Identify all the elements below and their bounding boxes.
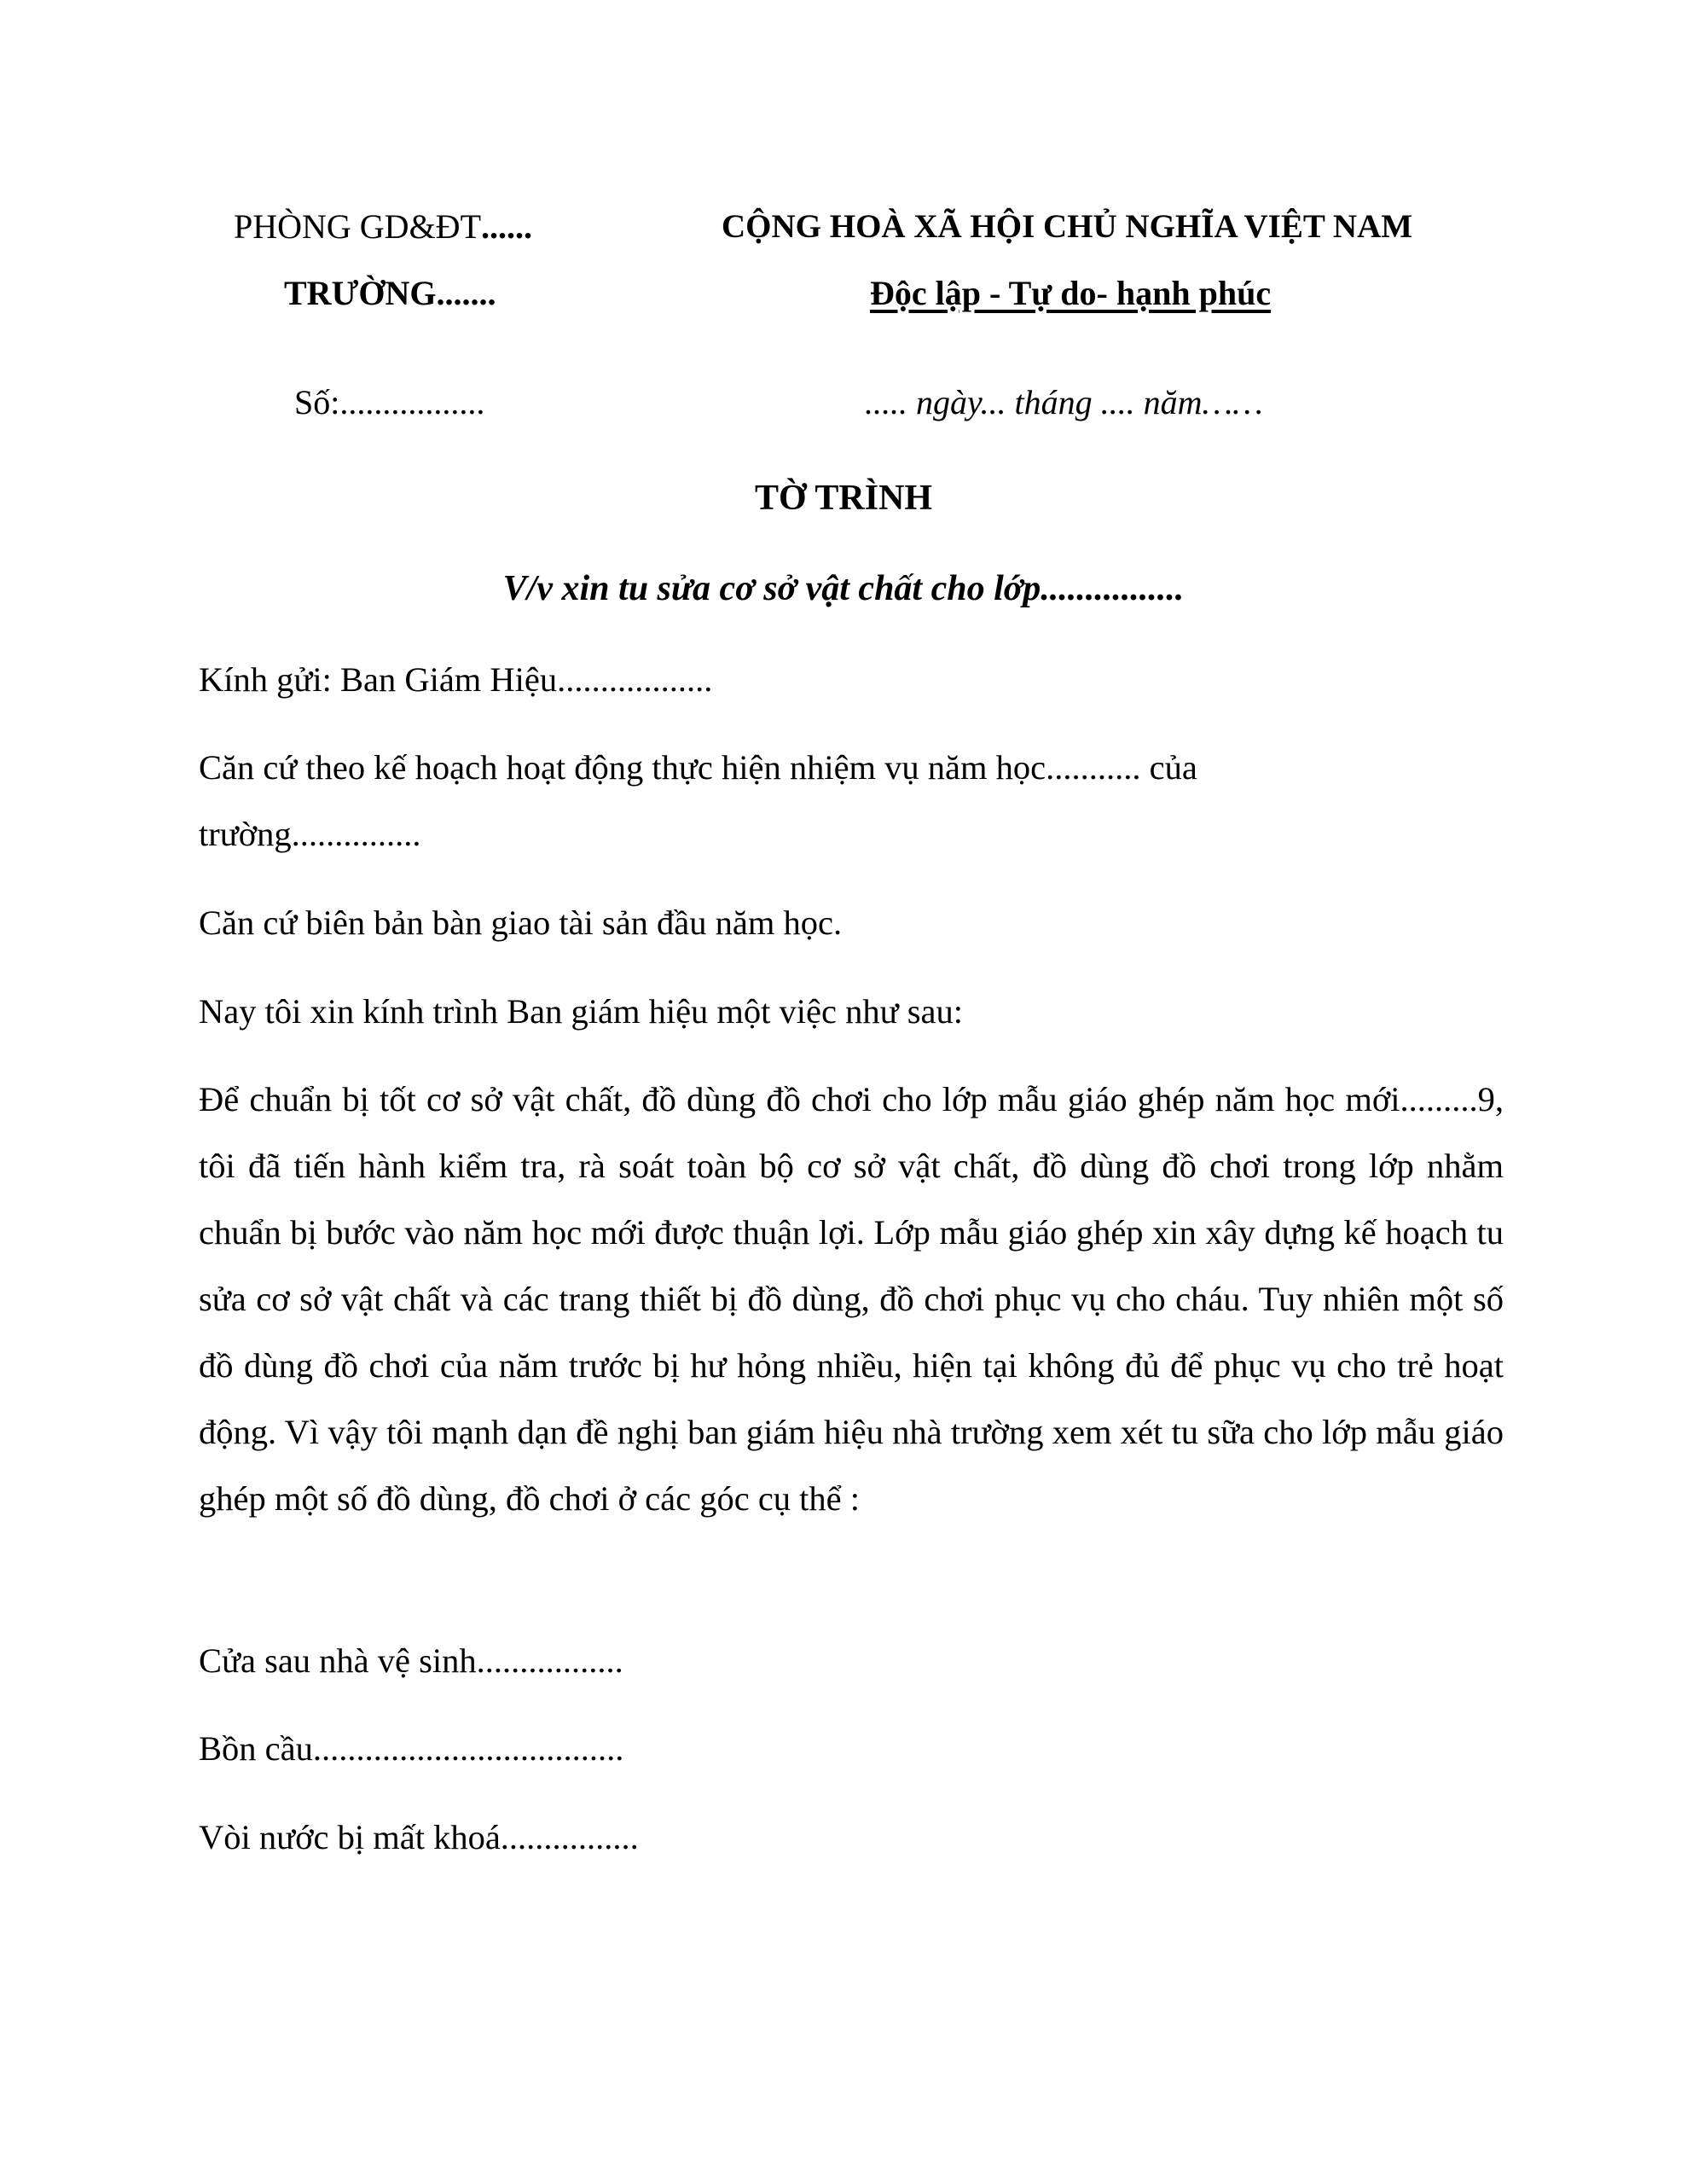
basis-line-1: Căn cứ theo kế hoạch hoạt động thực hiện nhiệm vụ năm học........... của	[199, 748, 1197, 787]
department-dots: ......	[481, 207, 532, 246]
motto-heading: Độc lập - Tự do- hạnh phúc	[870, 274, 1272, 312]
document-title: TỜ TRÌNH	[754, 479, 933, 518]
intro-line: Nay tôi xin kính trình Ban giám hiệu một việc như sau:	[199, 992, 963, 1031]
country-heading: CỘNG HOÀ XÃ HỘI CHỦ NGHĨA VIỆT NAM	[722, 208, 1413, 245]
department-heading	[234, 205, 532, 249]
date-line: ..... ngày... tháng .... năm……	[865, 383, 1263, 421]
department-name: PHÒNG GD&ĐT	[234, 207, 481, 246]
school-heading: TRƯỜNG.......	[284, 274, 496, 312]
list-item: Cửa sau nhà vệ sinh.................	[199, 1641, 623, 1680]
recipient-line: Kính gửi: Ban Giám Hiệu..................	[199, 660, 713, 699]
main-paragraph: Để chuẩn bị tốt cơ sở vật chất, đồ dùng đồ chơi cho lớp mẫu giáo ghép năm học mới.........9, tôi đã tiến hành kiểm tra, rà soát toàn bộ cơ sở vật chất, đồ dùng đồ chơi trong lớp nhằm chuẩn bị bước vào năm học mới được thuận lợi. Lớp mẫu giáo ghép xin xây dựng kế hoạch tu sửa cơ sở vật chất và các trang thiết bị đồ dùng, đồ chơi phục vụ cho cháu. Tuy nhiên một số đồ dùng đồ chơi của năm trước bị hư hỏng nhiều, hiện tại không đủ để phục vụ cho trẻ hoạt động. Vì vậy tôi mạnh dạn đề nghị ban giám hiệu nhà trường xem xét tu sữa cho lớp mẫu giáo ghép một số đồ dùng, đồ chơi ở các góc cụ thể :	[199, 1080, 1504, 1518]
basis-line-1-continued: trường...............	[199, 815, 421, 853]
basis-line-2: Căn cứ biên bản bàn giao tài sản đầu năm học.	[199, 903, 843, 942]
list-item: Vòi nước bị mất khoá................	[199, 1818, 639, 1856]
document-subject: V/v xin tu sửa cơ sở vật chất cho lớp................	[502, 569, 1185, 608]
list-item: Bồn cầu....................................	[199, 1729, 624, 1768]
document-number: Số:.................	[294, 383, 485, 421]
